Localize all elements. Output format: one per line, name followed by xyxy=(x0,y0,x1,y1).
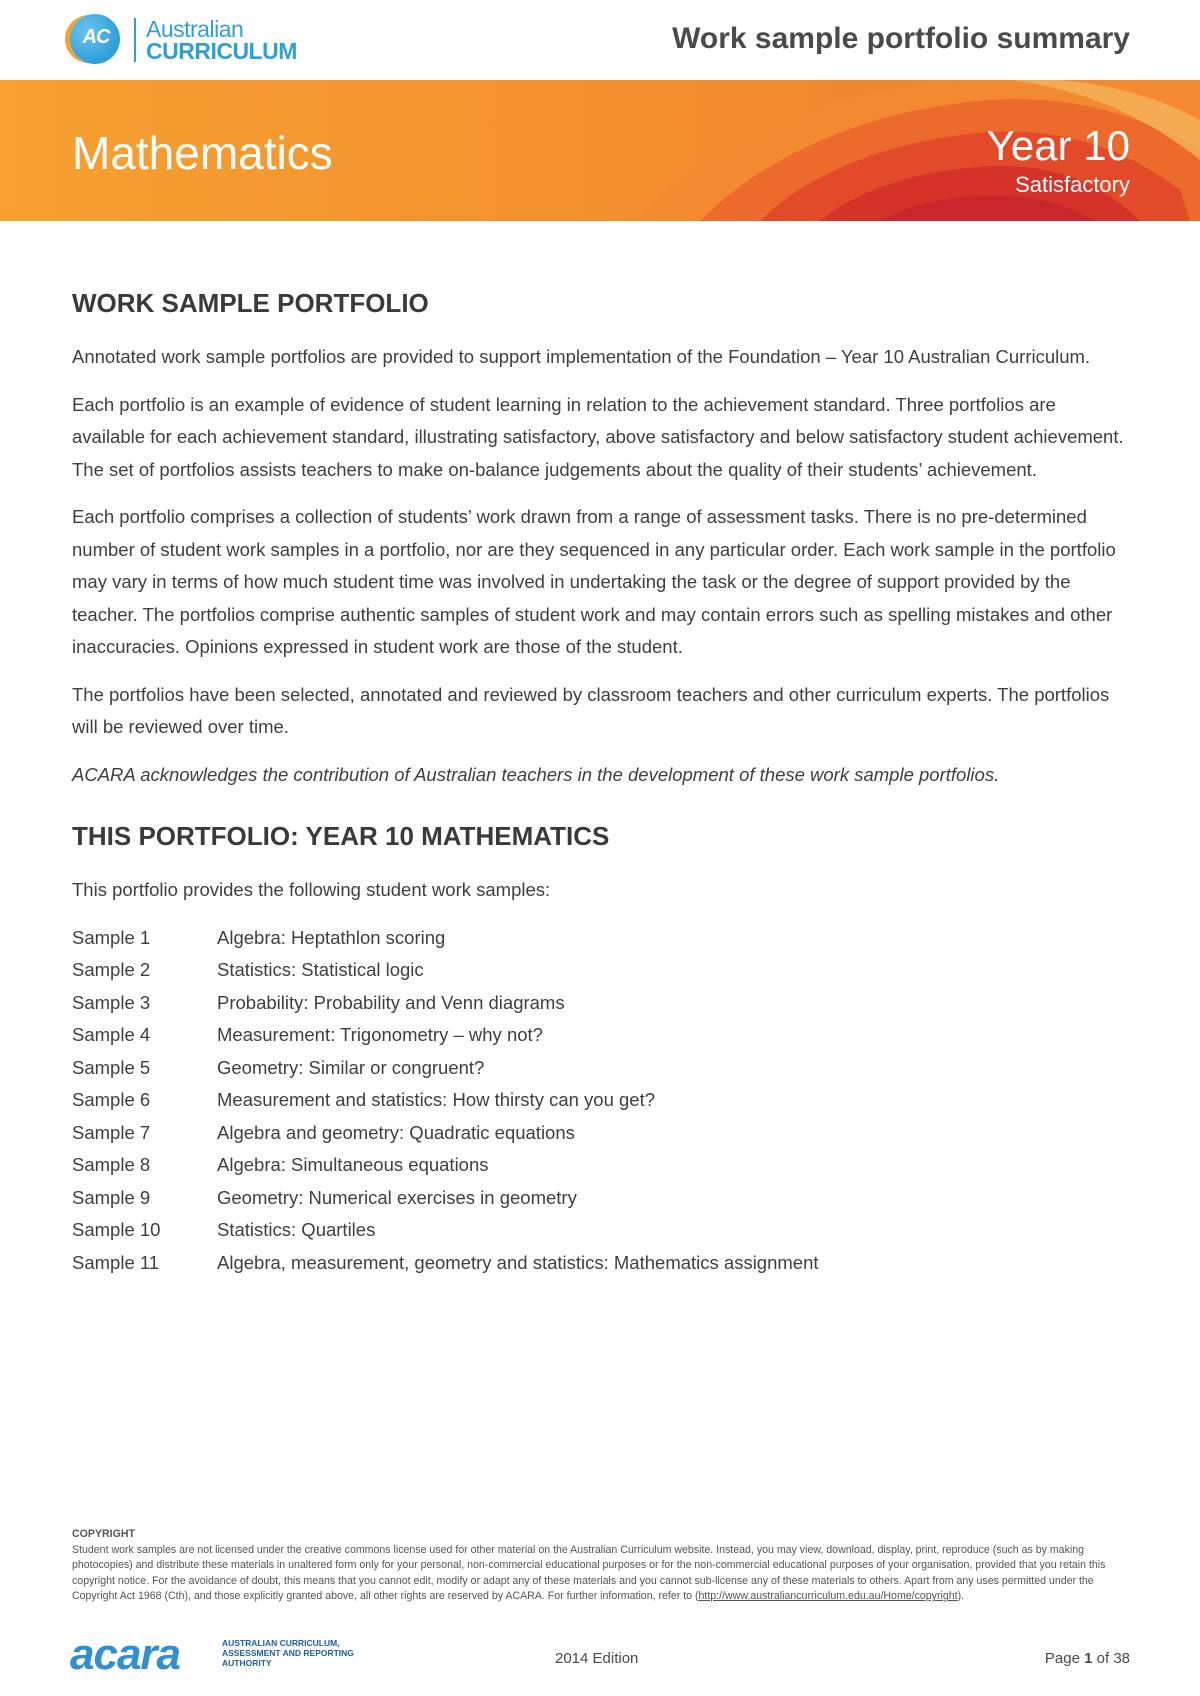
document-title: Work sample portfolio summary xyxy=(672,22,1130,55)
list-item xyxy=(72,1052,1130,1085)
edition-label: 2014 Edition xyxy=(555,1650,639,1667)
list-item xyxy=(72,1149,1130,1182)
sample-title: Algebra: Simultaneous equations xyxy=(217,1154,489,1175)
achievement-level: Satisfactory xyxy=(1015,172,1130,197)
list-item xyxy=(72,922,1130,955)
paragraph: Each portfolio is an example of evidence of student learning in relation to the achievement standard. Three portfolios are available for each achievement standard, illustrating satisfactory, above satisfactory and below satisfactory student achievement. The set of portfolios assists teachers to make on-balance judgements about the quality of their students’ achievement. xyxy=(72,393,1124,480)
sample-number: Sample 9 xyxy=(72,1186,151,1208)
list-item xyxy=(72,987,1130,1020)
sample-number: Sample 3 xyxy=(72,991,151,1013)
sample-title: Algebra: Heptathlon scoring xyxy=(217,926,446,948)
paragraph: Each portfolio comprises a collection of students’ work drawn from a range of assessment tasks. There is no pre-determined number of student work samples in a portfolio, nor are they sequenced in any particular order. Each work sample in the portfolio may vary in terms of how much student time was involved in undertaking the task or the degree of support provided by the teacher. The portfolios comprise authentic samples of student work and may contain errors such as spelling mistakes and other inaccuracies. Opinions expressed in student work are those of the student. xyxy=(72,506,1116,657)
paragraph: The portfolios have been selected, annotated and reviewed by classroom teachers and other curriculum experts. The portfolios will be reviewed over time. xyxy=(72,683,1110,737)
sample-title: Geometry: Numerical exercises in geometry xyxy=(217,1186,577,1208)
sample-number: Sample 4 xyxy=(72,1024,151,1045)
list-item xyxy=(72,1117,1130,1150)
copyright-heading: COPYRIGHT xyxy=(72,1528,135,1540)
sample-number: Sample 5 xyxy=(72,1056,151,1078)
logo-line2: CURRICULUM xyxy=(146,38,297,64)
sample-title: Algebra, measurement, geometry and statistics: Mathematics assignment xyxy=(217,1251,819,1273)
acara-logo-subtitle: AUSTRALIAN CURRICULUM, ASSESSMENT AND REPORTING AUTHORITY xyxy=(222,1638,354,1668)
top-bar xyxy=(0,0,1200,80)
sample-title: Geometry: Similar or congruent? xyxy=(217,1056,485,1078)
logo-line1: Australian xyxy=(146,16,244,42)
sample-number: Sample 10 xyxy=(72,1219,161,1240)
subject-banner xyxy=(0,80,1200,221)
sample-number: Sample 11 xyxy=(72,1251,160,1273)
sample-title: Measurement: Trigonometry – why not? xyxy=(217,1024,543,1045)
page-current: 1 xyxy=(1084,1650,1093,1667)
main-content xyxy=(72,288,1130,1279)
list-item xyxy=(72,1214,1130,1247)
sample-number: Sample 6 xyxy=(72,1089,151,1110)
copyright-text: Student work samples are not licensed under the creative commons license used for other material on the Australian Curriculum website. Instead, you may view, download, display, print, reproduce (such as by making photocopies) and distribute these materials in unaltered form only for your personal, non-commercial educational purposes or for the non-commercial educational purposes of your organisation, provided that you retain this copyright notice. For the avoidance of doubt, this means that you cannot edit, modify or adapt any of these materials and you cannot sub-license any of these materials to others. Apart from any uses permitted under the Copyright Act 1968 (Cth), and those explicitly granted above, all other rights are reserved by ACARA. For further information, refer to ( xyxy=(72,1543,1106,1603)
page-total: of 38 xyxy=(1092,1650,1130,1667)
sample-title: Measurement and statistics: How thirsty can you get? xyxy=(217,1089,656,1110)
sample-title: Probability: Probability and Venn diagrams xyxy=(217,991,565,1013)
acknowledgement: ACARA acknowledges the contribution of Australian teachers in the development of these work sample portfolios. xyxy=(72,763,1000,785)
page-footer xyxy=(0,1630,1200,1680)
sample-title: Statistics: Statistical logic xyxy=(217,959,424,980)
sample-number: Sample 2 xyxy=(72,959,151,980)
acara-logo: acara xyxy=(70,1630,181,1679)
year-level: Year 10 xyxy=(986,122,1130,169)
list-item xyxy=(72,1247,1130,1280)
copyright-text-end: ). xyxy=(957,1590,965,1603)
copyright-link[interactable]: http://www.australiancurriculum.edu.au/Home/copyright xyxy=(698,1590,958,1603)
samples-intro: This portfolio provides the following student work samples: xyxy=(72,879,551,900)
sample-number: Sample 7 xyxy=(72,1121,151,1143)
section-heading-work-sample-portfolio: WORK SAMPLE PORTFOLIO xyxy=(72,288,429,318)
section-heading-this-portfolio: THIS PORTFOLIO: YEAR 10 MATHEMATICS xyxy=(72,821,610,851)
sample-title: Statistics: Quartiles xyxy=(217,1219,376,1240)
sample-title: Algebra and geometry: Quadratic equations xyxy=(217,1121,575,1143)
page-number xyxy=(1045,1650,1130,1667)
page-prefix: Page xyxy=(1044,1650,1085,1667)
sample-number: Sample 8 xyxy=(72,1154,151,1175)
australian-curriculum-logo xyxy=(70,14,300,66)
samples-list xyxy=(72,922,1130,1280)
sample-number: Sample 1 xyxy=(72,926,151,948)
list-item xyxy=(72,954,1130,987)
list-item xyxy=(72,1182,1130,1215)
copyright-notice xyxy=(72,1527,1132,1605)
subject-title: Mathematics xyxy=(72,127,333,179)
list-item xyxy=(72,1019,1130,1052)
paragraph: Annotated work sample portfolios are provided to support implementation of the Foundation – Year 10 Australian Curriculum. xyxy=(72,346,1091,367)
list-item xyxy=(72,1084,1130,1117)
logo-separator xyxy=(134,18,136,62)
logo-mark: AC xyxy=(82,26,110,48)
